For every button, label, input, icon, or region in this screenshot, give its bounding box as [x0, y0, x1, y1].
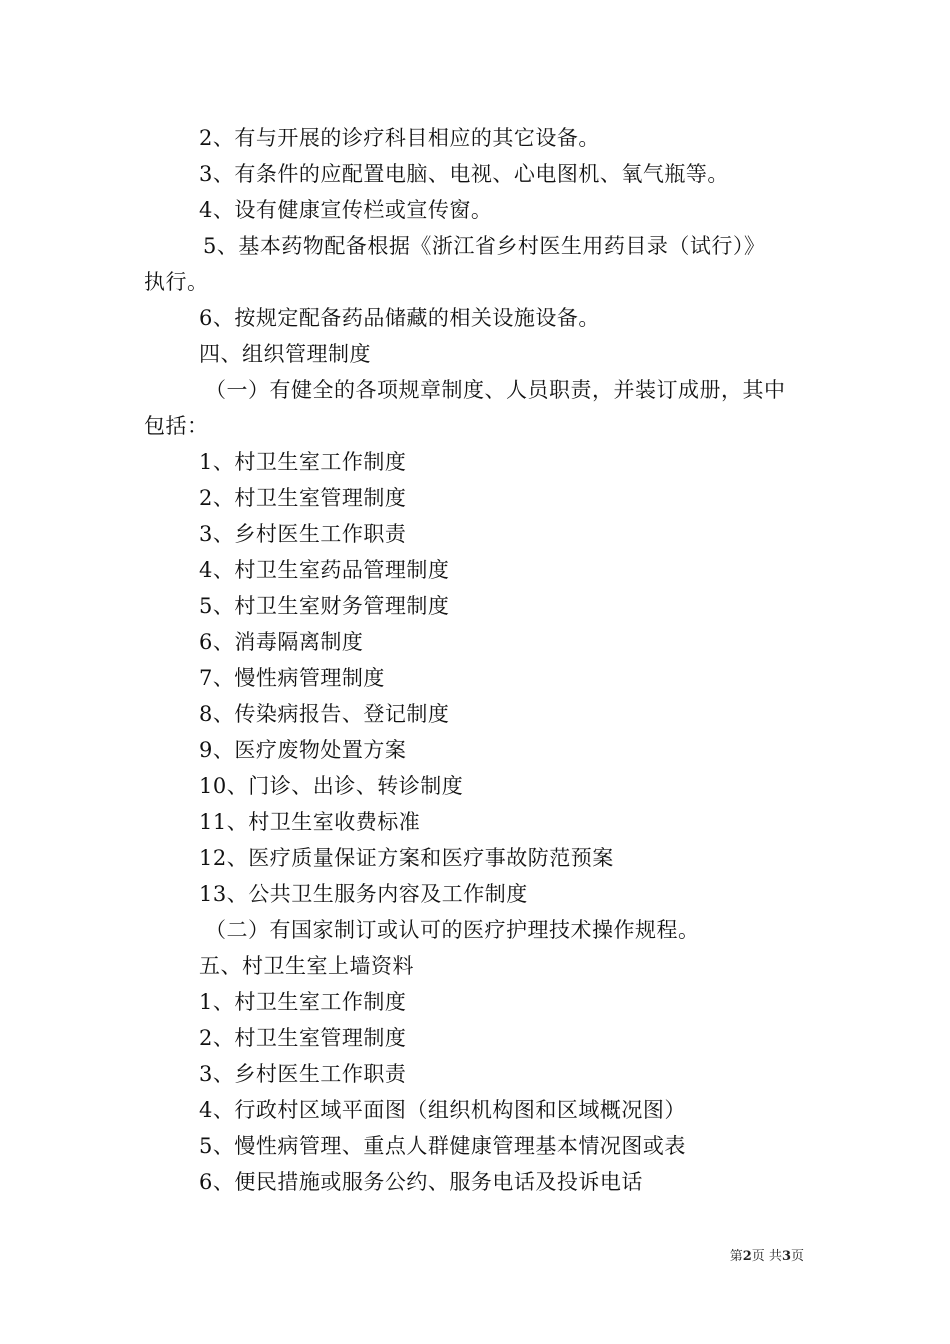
list-item: 2、村卫生室管理制度: [199, 486, 407, 510]
paragraph: （一）有健全的各项规章制度、人员职责，并装订成册，其中: [205, 378, 786, 402]
list-item: 6、便民措施或服务公约、服务电话及投诉电话: [199, 1170, 643, 1194]
list-item: 13、公共卫生服务内容及工作制度: [199, 882, 528, 906]
list-item: 3、乡村医生工作职责: [199, 522, 407, 546]
list-item: 8、传染病报告、登记制度: [199, 702, 450, 726]
footer-suffix: 页: [790, 1249, 804, 1264]
paragraph: 2、有与开展的诊疗科目相应的其它设备。: [199, 126, 600, 150]
list-item: 7、慢性病管理制度: [199, 666, 385, 690]
list-item: 11、村卫生室收费标准: [199, 810, 421, 834]
total-page-number: 3: [781, 1249, 791, 1264]
paragraph: 3、有条件的应配置电脑、电视、心电图机、氧气瓶等。: [199, 162, 729, 186]
paragraph: 5、基本药物配备根据《浙江省乡村医生用药目录（试行）》: [203, 234, 766, 258]
list-item: 10、门诊、出诊、转诊制度: [199, 774, 464, 798]
list-item: 4、行政村区域平面图（组织机构图和区域概况图）: [199, 1098, 686, 1122]
list-item: 1、村卫生室工作制度: [199, 990, 407, 1014]
paragraph: （二）有国家制订或认可的医疗护理技术操作规程。: [205, 918, 700, 942]
list-item: 4、村卫生室药品管理制度: [199, 558, 450, 582]
section-heading: 四、组织管理制度: [199, 342, 371, 366]
section-heading: 五、村卫生室上墙资料: [199, 954, 414, 978]
list-item: 6、消毒隔离制度: [199, 630, 364, 654]
page-number-footer: [730, 1248, 804, 1266]
paragraph: 4、设有健康宣传栏或宣传窗。: [199, 198, 493, 222]
current-page-number: 2: [742, 1249, 752, 1264]
footer-middle: 页 共: [751, 1249, 782, 1264]
paragraph: 包括：: [144, 414, 209, 438]
paragraph: 执行。: [144, 270, 209, 294]
list-item: 2、村卫生室管理制度: [199, 1026, 407, 1050]
list-item: 5、村卫生室财务管理制度: [199, 594, 450, 618]
list-item: 9、医疗废物处置方案: [199, 738, 407, 762]
list-item: 12、医疗质量保证方案和医疗事故防范预案: [199, 846, 614, 870]
list-item: 1、村卫生室工作制度: [199, 450, 407, 474]
list-item: 5、慢性病管理、重点人群健康管理基本情况图或表: [199, 1134, 686, 1158]
list-item: 3、乡村医生工作职责: [199, 1062, 407, 1086]
paragraph: 6、按规定配备药品储藏的相关设施设备。: [199, 306, 600, 330]
footer-prefix: 第: [729, 1249, 743, 1264]
